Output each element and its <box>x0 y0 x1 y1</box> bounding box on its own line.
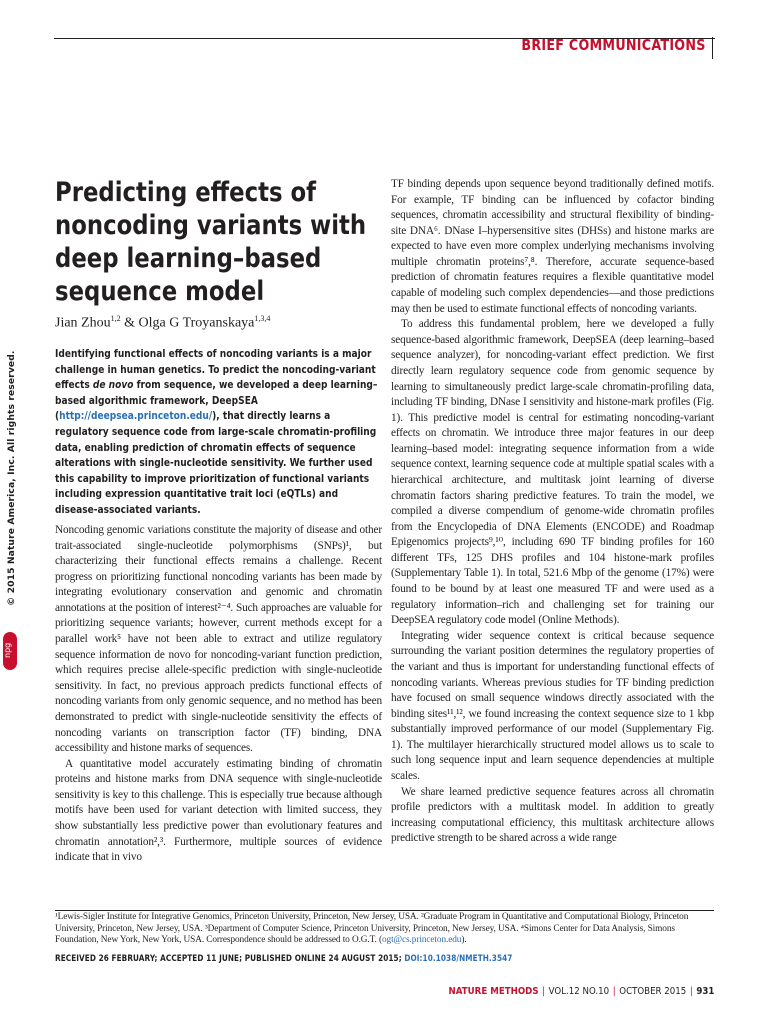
abstract-text: ), that directly learns a regulatory sequence code from large-scale chromatin-profiling data, enabling prediction of chromatin effects of sequence alterations with single-nucleotide sensitivity. We further used this capability to improve prioritization of functional variants including expression quantitative trait loci (eQTLs) and disease-associated variants. <box>55 410 377 516</box>
body-column-right <box>391 177 714 847</box>
received-text: RECEIVED 26 FEBRUARY; ACCEPTED 11 JUNE; PUBLISHED ONLINE 24 AUGUST 2015; <box>55 953 405 963</box>
journal-name: NATURE METHODS <box>448 986 539 997</box>
paragraph: A quantitative model accurately estimating binding of chromatin proteins and histone marks from DNA sequence with single-nucleotide sensitivity is key to this challenge. This is especially true because although motifs have been used for variant detection with limited success, they show substantially less predictive power than evolutionary features and chromatin annotation²,³. Furthermore, multiple sources of evidence indicate that in vivo <box>55 757 382 864</box>
paragraph: Noncoding genomic variations constitute the majority of disease and other trait-associated single-nucleotide polymorphisms (SNPs)¹, but characterizing their functional effects remains a challenge. Recent progress on prioritizing functional noncoding variants has been made by integrating evolutionary conservation and genomic and chromatin annotations at the position of interest²⁻⁴. Such approaches are valuable for prioritizing sequence variants; however, current methods except for a parallel work⁵ have not been able to extract and utilize regulatory sequence information de novo for noncoding-variant function prediction, which requires precise allele-specific prediction with single-nucleotide sensitivity. In fact, no previous approach predicts functional effects of noncoding variants from only genomic sequence, and no method has been demonstrated to predict with single-nucleotide sensitivity the effects of noncoding variants on transcription factor (TF) binding, DNA accessibility and histone marks of sequences. <box>55 524 382 755</box>
author-2: & Olga G Troyanskaya <box>120 315 255 331</box>
separator: | <box>689 986 693 997</box>
paragraph: TF binding depends upon sequence beyond traditionally defined motifs. For example, TF binding can be influenced by cofactor binding sequences, chromatin accessibility and structural flexibility of binding-site DNA⁶. DNase I–hypersensitive sites (DHSs) and histone marks are expected to have even more complex underlying mechanisms involving multiple chromatin proteins⁷,⁸. Therefore, accurate sequence-based prediction of chromatin features requires a flexible quantitative model capable of modeling such complex dependencies—and those predictions may then be used to estimate functional effects of noncoding variants. <box>391 178 714 315</box>
author-line <box>55 314 270 332</box>
section-label: BRIEF COMMUNICATIONS <box>521 36 706 54</box>
paragraph: To address this fundamental problem, here we developed a fully sequence-based algorithmic framework, DeepSEA (deep learning–based sequence analyzer), for noncoding-variant effect prediction. We first directly learn regulatory sequence code from genomic sequence by learning to simultaneously predict large-scale chromatin-profiling data, including TF binding, DNase I sensitivity and histone-mark profiles (Fig. 1). This predictive model is central for estimating noncoding-variant effects on chromatin. We introduce three major features in our deep learning–based model: integrating sequence information from a wide sequence context, learning sequence code at multiple spatial scales with a hierarchical architecture, and multitask joint learning of diverse chromatin factors sharing predictive features. To train the model, we compiled a diverse compendium of genome-wide chromatin profiles from the Encyclopedia of DNA Elements (ENCODE) and Roadmap Epigenomics projects⁹,¹⁰, including 690 TF binding profiles for 160 different TFs, 125 DHS profiles and 104 histone-mark profiles (Supplementary Table 1). In total, 521.6 Mbp of the genome (17%) were found to be bound by at least one measured TF and were used as a regulatory information–rich and challenging set for training our DeepSEA regulatory code model (Online Methods). <box>391 318 714 627</box>
paragraph: Integrating wider sequence context is critical because sequence surrounding the variant position determines the regulatory properties of the variant and thus is important for understanding functional effects of noncoding variants. Whereas previous studies for TF binding prediction have focused on small sequence windows directly associated with the binding sites¹¹,¹², we found increasing the context sequence size to 1 kbp substantially improved performance of our model (Supplementary Fig. 1). The multilayer hierarchically structured model allows us to scale to such long sequence input and learn sequence dependencies at multiple scales. <box>391 629 714 782</box>
npg-logo-icon <box>3 632 17 670</box>
abstract-text: Identifying functional effects of noncoding variants is a major challenge in human genetics. To predict the noncoding-variant effects <box>55 348 376 392</box>
npg-logo-text: npg <box>3 642 12 658</box>
abstract <box>55 347 382 519</box>
affiliations-text: ¹Lewis-Sigler Institute for Integrative Genomics, Princeton University, Princeton, New Jersey, USA. ²Graduate Program in Quantitative and Computational Biology, Princeton University, Princeton, New Jersey, USA. ³Department of Computer Science, Princeton University, Princeton, New Jersey, USA. ⁴Simons Center for Data Analysis, Simons Foundation, New York, New York, USA. Correspondence should be addressed to O.G.T. ( <box>55 912 689 946</box>
affiliations-end: ). <box>461 935 467 946</box>
publication-dates <box>55 953 512 963</box>
section-label-divider <box>712 37 713 59</box>
paragraph: We share learned predictive sequence features across all chromatin profile predictors with a multitask model. In addition to greatly increasing computational efficiency, this multitask architecture allows predictive strength to be shared across a wide range <box>391 785 714 845</box>
separator: | <box>541 986 545 997</box>
page-number: 931 <box>695 986 714 997</box>
deepsea-link[interactable]: http://deepsea.princeton.edu/ <box>59 410 213 423</box>
copyright-notice: © 2015 Nature America, Inc. All rights reserved. <box>6 350 17 606</box>
footnote-rule <box>55 910 714 911</box>
email-link[interactable]: ogt@cs.princeton.edu <box>381 935 462 946</box>
article-title: Predicting effects of noncoding variants with deep learning–based sequence model <box>55 177 367 307</box>
volume-issue: VOL.12 NO.10 <box>548 986 609 997</box>
affiliations <box>55 912 714 947</box>
author-1-affil: 1,2 <box>110 314 121 323</box>
author-2-affil: 1,3,4 <box>254 314 271 323</box>
doi-link[interactable]: DOI:10.1038/NMETH.3547 <box>404 953 513 963</box>
issue-date: OCTOBER 2015 <box>618 986 686 997</box>
separator: | <box>612 986 616 997</box>
body-column-left <box>55 523 382 866</box>
abstract-text: from sequence, we developed a deep learning–based algorithmic framework, DeepSEA ( <box>55 379 378 423</box>
author-1: Jian Zhou <box>55 315 111 331</box>
abstract-italic: de novo <box>92 379 134 392</box>
journal-footer <box>448 986 714 997</box>
